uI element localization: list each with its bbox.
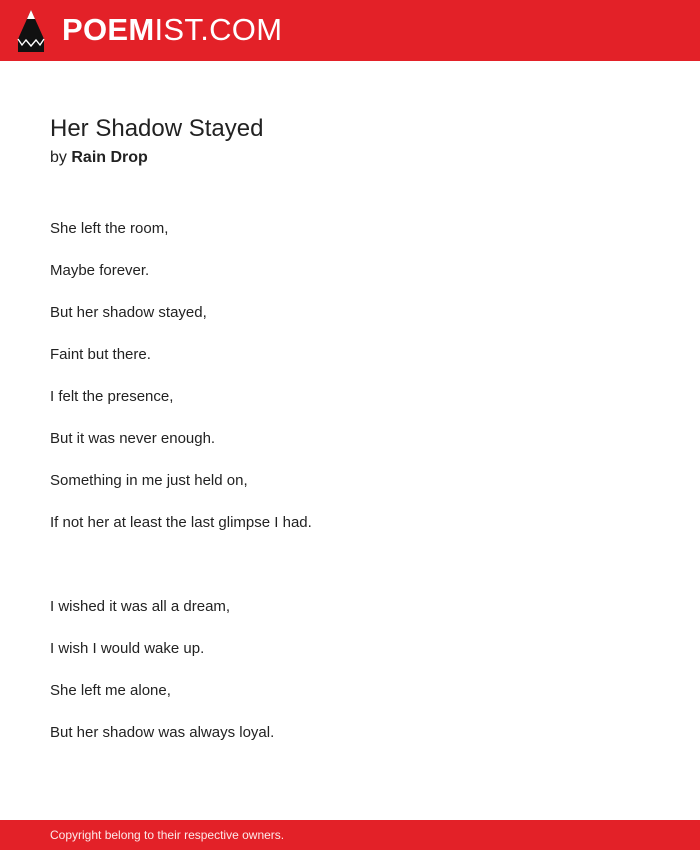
poem-line: Maybe forever. [50,262,150,279]
site-footer [0,820,700,850]
site-logo-text[interactable] [62,10,282,50]
byline [50,149,148,167]
copyright-text: Copyright belong to their respective owners. [50,828,285,842]
poem-body [50,219,650,765]
poem-line: Faint but there. [50,346,151,363]
pen-nib-icon[interactable] [17,9,45,53]
poem-title: Her Shadow Stayed [50,115,264,142]
stanza-break [50,555,650,597]
poem-line: But her shadow was always loyal. [50,724,275,741]
brand-light: IST.COM [154,12,283,47]
poem-line: I wished it was all a dream, [50,598,231,615]
brand-bold: POEM [62,12,155,47]
poem-line: Something in me just held on, [50,472,248,489]
poem-line: But it was never enough. [50,430,216,447]
site-header [0,0,700,61]
by-label: by [50,149,67,166]
poem-line: She left the room, [50,220,169,237]
author-name: Rain Drop [71,149,148,166]
poem-line: I wish I would wake up. [50,640,205,657]
poem-line: I felt the presence, [50,388,174,405]
poem-line: If not her at least the last glimpse I had. [50,514,312,531]
poem-line: But her shadow stayed, [50,304,207,321]
poem-line: She left me alone, [50,682,171,699]
